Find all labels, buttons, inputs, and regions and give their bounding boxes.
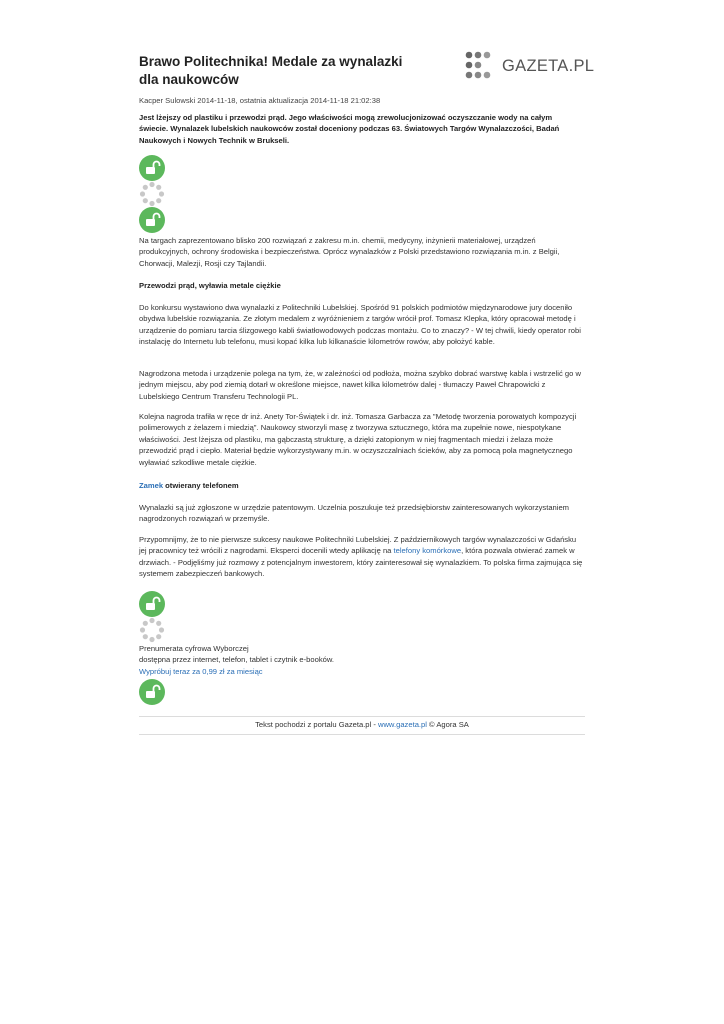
unlock-icon[interactable]	[139, 207, 165, 233]
article-lead: Jest lżejszy od plastiku i przewodzi prąd. Jego właściwości mogą zrewolucjonizować oczyszczanie wody na całym świecie. Wynalazek lubelskich naukowców został doceniony podczas 63. Światowych Targów Wynalazczości, Badań Naukowych i Nowych Technik w Brukseli.	[139, 113, 560, 145]
paragraph-5: Wynalazki są już zgłoszone w urzędzie patentowym. Uczelnia poszukuje też przedsiębiorstw zainteresowanych wykorzystaniem nagrodzonych rozwiązań w przemyśle.	[139, 503, 570, 524]
footer	[139, 720, 585, 729]
unlock-icon[interactable]	[139, 155, 165, 181]
subheading-lock	[139, 481, 239, 490]
promo-cta-link[interactable]: Wypróbuj teraz za 0,99 zł za miesiąc	[139, 666, 263, 676]
logo-text: GAZETA.PL	[502, 57, 595, 75]
article-title: Brawo Politechnika! Medale za wynalazki dla naukowców	[139, 54, 403, 87]
footer-prefix: Tekst pochodzi z portalu Gazeta.pl -	[255, 720, 378, 729]
footer-divider-top	[139, 716, 585, 717]
footer-divider-bottom	[139, 734, 585, 735]
loading-spinner-icon	[139, 617, 165, 643]
subheading-lock-text: otwierany telefonem	[163, 481, 239, 490]
paragraph-6	[139, 534, 585, 580]
promo-line-1: Prenumerata cyfrowa Wyborczej	[139, 644, 249, 653]
subheading-metals: Przewodzi prąd, wyławia metale ciężkie	[139, 281, 281, 290]
paragraph-3: Nagrodzona metoda i urządzenie polega na tym, że, w zależności od podłoża, można szybko dobrać warstwę kabla i wstrzelić go w jednym miejscu, aby pod ziemią dotarł w określone miejsce, nawet kilka kilometrów dalej - tłumaczy Paweł Chrapowicki z Lubelskiego Centrum Transferu Technologii PL.	[139, 369, 581, 401]
paragraph-6-end: , która pozwala otwierać zamek w drzwiach. - Podjęliśmy już rozmowy z potencjalnym inwestorem, który zainteresował się wynalazkiem. To polska firma zajmująca się systemem zabezpieczeń bankowych.	[139, 546, 583, 579]
paragraph-2: Do konkursu wystawiono dwa wynalazki z Politechniki Lubelskiej. Spośród 91 polskich podmiotów międzynarodowe jury doceniło obydwa lubelskie rozwiązania. Ze złotym medalem z wyróżnieniem z targów wrócił prof. Tomasz Klepka, który opracował metodę i urządzenie do pomiaru tarcia ślizgowego kabli światłowodowych podczas montażu. Co to znaczy? - W tej chwili, kiedy operator robi instalację do Internetu lub telefonu, musi kopać kilka lub kilkanaście kilometrów rowów, aby położyć kable.	[139, 303, 581, 347]
paragraph-1: Na targach zaprezentowano blisko 200 rozwiązań z zakresu m.in. chemii, medycyny, inżynierii materiałowej, urządzeń produkcyjnych, ochrony środowiska i bezpieczeństwa. Oprócz wynalazków z Polski przedstawiono rozwiązania m.in. z Belgii, Chorwacji, Malezji, Rosji czy Tajlandii.	[139, 236, 560, 268]
unlock-icon[interactable]	[139, 591, 165, 617]
paragraph-6-start: Przypomnijmy, że to nie pierwsze sukcesy naukowe Politechniki Lubelskiej. Z październikowych targów wynalazczości w Gdańsku jej pracownicy też wrócili z nagrodami. Eksperci docenili wtedy aplikację na	[139, 535, 577, 556]
loading-spinner-icon	[139, 181, 165, 207]
unlock-icon[interactable]	[139, 679, 165, 705]
footer-suffix: © Agora SA	[426, 720, 469, 729]
paragraph-4: Kolejna nagroda trafiła w ręce dr inż. Anety Tor-Świątek i dr. inż. Tomasza Garbacza za "Metodę tworzenia porowatych kompozycji polimerowych z żelazem i miedzią". Naukowcy stworzyli masę z tworzywa sztucznego, która ma zupełnie nowe, niespotykane właściwości. Jest lżejsza od plastiku, ma gąbczastą strukturę, a dzięki zatopionym w niej fragmentach miedzi i żelaza może przewodzić prąd i ciepło. Materiał będzie wykorzystywany m.in. w oczyszczalniach ścieków, aby za pomocą pola magnetycznego wyławiać szkodliwe metale ciężkie.	[139, 412, 577, 467]
subscription-promo	[139, 643, 334, 677]
promo-line-2: dostępna przez internet, telefon, tablet i czytnik e-booków.	[139, 655, 335, 665]
phones-link[interactable]: telefony komórkowe	[393, 546, 462, 556]
footer-link[interactable]: www.gazeta.pl	[377, 720, 427, 729]
dots-grid-icon	[464, 51, 498, 83]
zamek-link[interactable]: Zamek	[139, 481, 164, 490]
gazeta-logo[interactable]	[464, 51, 595, 83]
article-meta: Kacper Sulowski 2014-11-18, ostatnia aktualizacja 2014-11-18 21:02:38	[139, 96, 381, 105]
